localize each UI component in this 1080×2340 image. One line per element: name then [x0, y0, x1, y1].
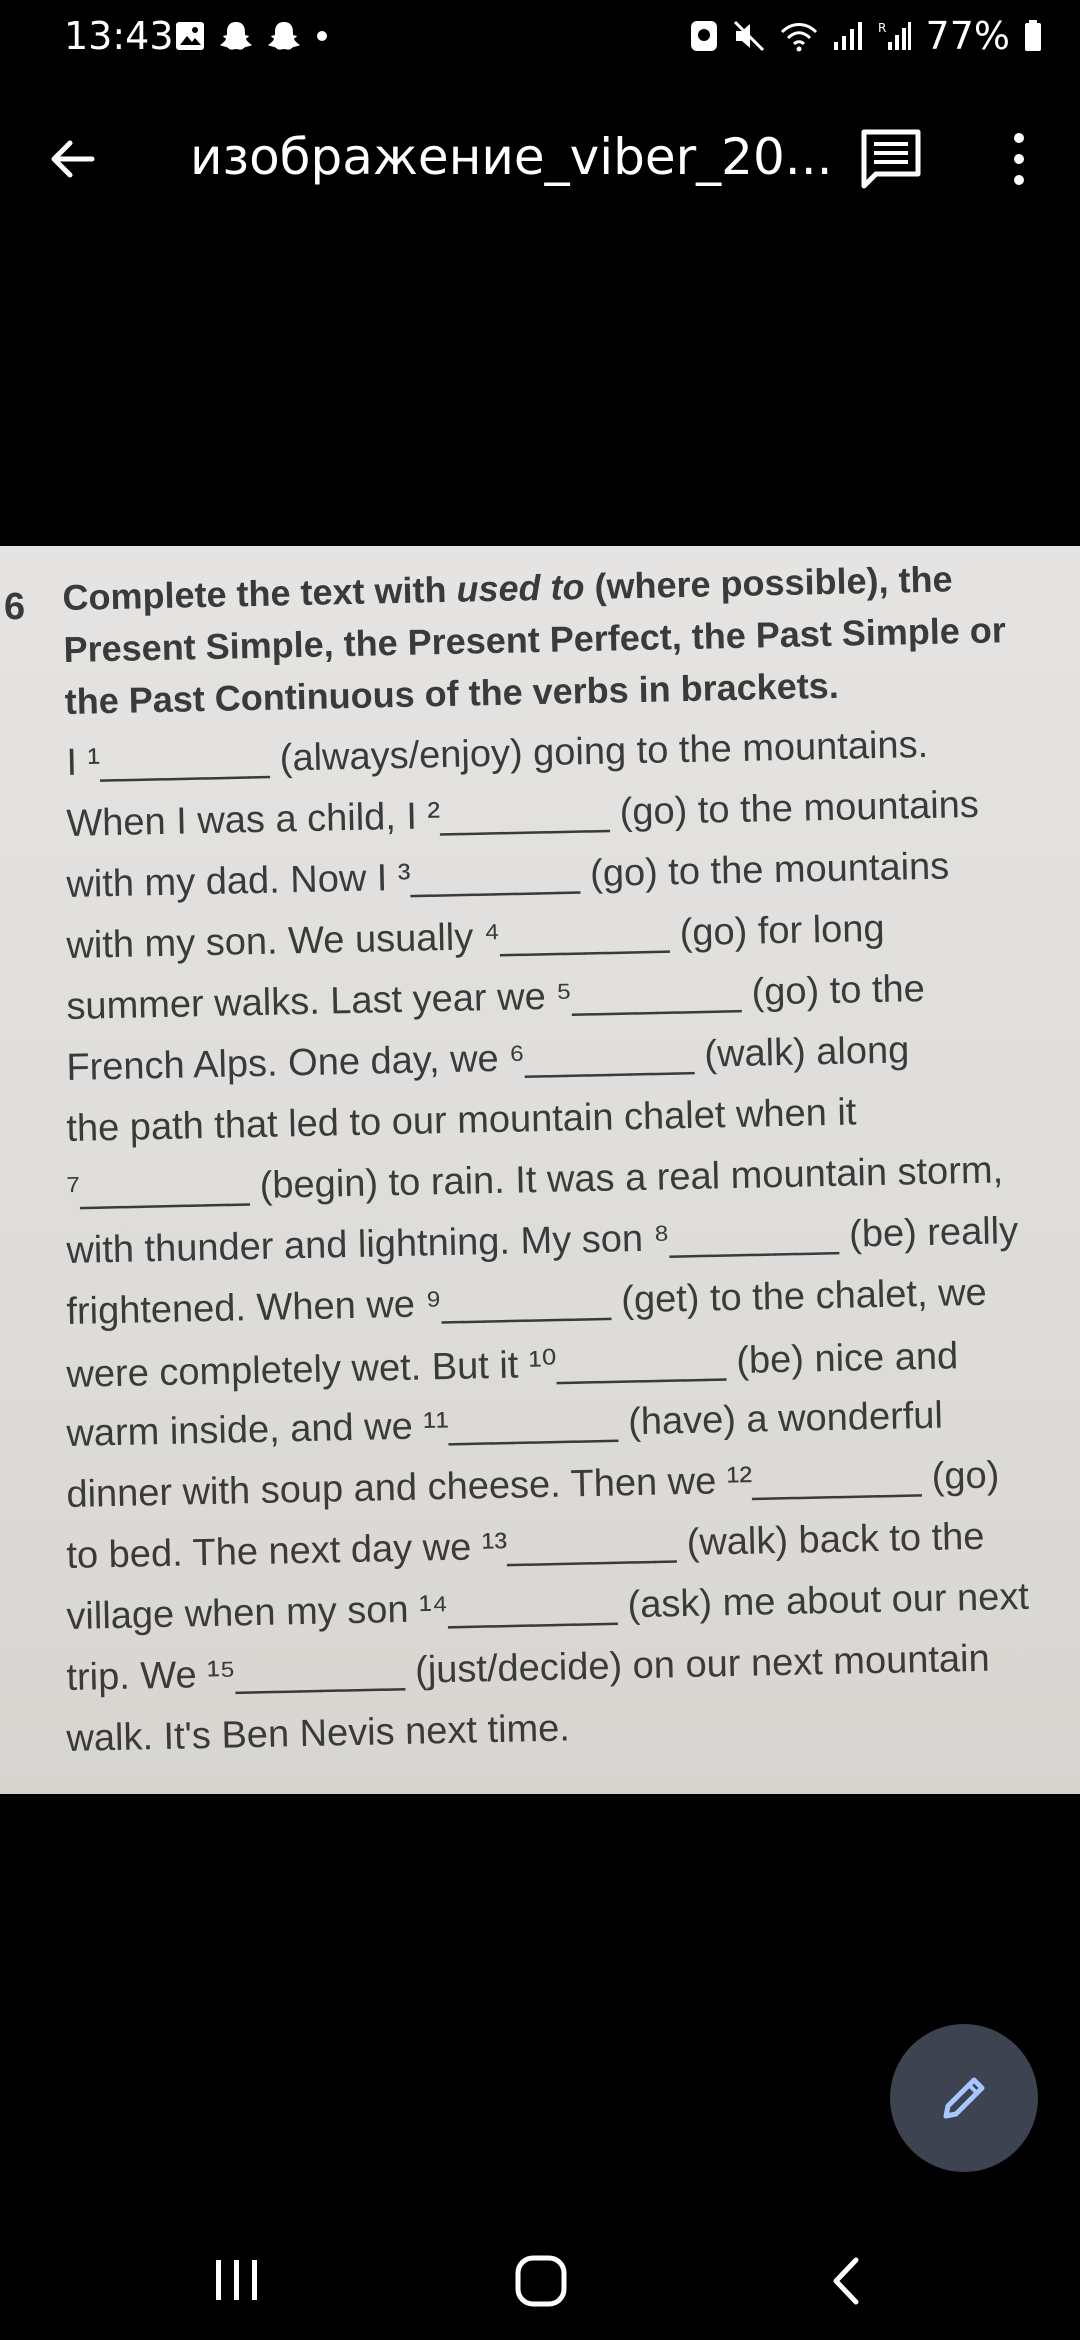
- exercise-text-line: I ¹________ (always/enjoy) going to the mountains.: [66, 723, 929, 784]
- comment-icon: [858, 126, 924, 192]
- system-icons: [690, 14, 1042, 58]
- more-options-button[interactable]: [994, 126, 1044, 192]
- exercise-text-line: to bed. The next day we ¹³________ (walk) back to the: [66, 1515, 985, 1577]
- exercise-text-line: with my son. We usually ⁴________ (go) for long: [66, 907, 885, 967]
- battery-percent: 77%: [925, 14, 1010, 58]
- exercise-text-line: with my dad. Now I ³________ (go) to the mountains: [66, 845, 950, 906]
- exercise-text-line: summer walks. Last year we ⁵________ (go) to the: [66, 968, 926, 1028]
- app-icon: [690, 20, 718, 52]
- chevron-left-icon: [826, 2256, 866, 2306]
- exercise-text-line: warm inside, and we ¹¹________ (have) a wonderful: [66, 1394, 944, 1455]
- dot-icon: [315, 29, 329, 43]
- instructions-part2: (where possible), the Present Simple, the Present Perfect, the Past Simple or the Past Continuous of the verbs in brackets.: [63, 558, 1007, 722]
- exercise-text-line: When I was a child, I ²________ (go) to the mountains: [66, 783, 980, 845]
- recents-button[interactable]: [212, 2256, 262, 2304]
- app-bar: [0, 84, 1080, 234]
- exercise-text-line: dinner with soup and cheese. Then we ¹²________ (go): [66, 1454, 1000, 1516]
- edit-fab-button[interactable]: [890, 2024, 1038, 2172]
- home-button[interactable]: [514, 2254, 568, 2308]
- exercise-instructions: [62, 551, 1065, 728]
- snapchat-icon: [267, 20, 301, 52]
- recents-icon: [212, 2256, 262, 2304]
- exercise-text-line: ⁷________ (begin) to rain. It was a real mountain storm,: [66, 1149, 1004, 1211]
- comment-button[interactable]: [858, 126, 924, 192]
- mute-icon: [732, 19, 766, 53]
- exercise-number: 6: [4, 586, 26, 628]
- exercise-text-line: trip. We ¹⁵________ (just/decide) on our next mountain: [66, 1637, 991, 1699]
- exercise-text-line: were completely wet. But it ¹⁰________ (be) nice and: [66, 1335, 959, 1396]
- arrow-left-icon: [40, 124, 110, 194]
- navigation-bar: [0, 2220, 1080, 2340]
- gallery-icon: [175, 21, 205, 51]
- more-vert-icon: [994, 126, 1044, 192]
- exercise-text-line: French Alps. One day, we ⁶________ (walk) along: [66, 1029, 910, 1089]
- exercise-text-line: the path that led to our mountain chalet when it: [66, 1091, 857, 1150]
- instructions-italic: used to: [456, 566, 585, 610]
- image-viewer-photo[interactable]: [0, 546, 1080, 1794]
- notification-icons: [175, 20, 329, 52]
- status-bar: [0, 0, 1080, 84]
- instructions-part1: Complete the text with: [62, 568, 457, 618]
- wifi-icon: [780, 20, 818, 52]
- exercise-text-line: frightened. When we ⁹________ (get) to the chalet, we: [66, 1271, 988, 1333]
- back-button[interactable]: [40, 124, 110, 194]
- svg-text:R: R: [877, 21, 886, 35]
- snapchat-icon: [219, 20, 253, 52]
- pencil-icon: [934, 2068, 994, 2128]
- image-title: изображение_viber_20...: [190, 128, 833, 186]
- status-time: 13:43: [64, 14, 174, 58]
- home-icon: [514, 2254, 568, 2308]
- exercise-text-line: walk. It's Ben Nevis next time.: [66, 1707, 571, 1760]
- exercise-text-line: village when my son ¹⁴________ (ask) me about our next: [66, 1575, 1030, 1638]
- signal-roaming-icon: [878, 20, 912, 52]
- signal-icon: [832, 20, 864, 52]
- exercise-text-line: with thunder and lightning. My son ⁸________ (be) really: [66, 1210, 1019, 1272]
- system-back-button[interactable]: [826, 2256, 866, 2306]
- battery-icon: [1024, 20, 1042, 52]
